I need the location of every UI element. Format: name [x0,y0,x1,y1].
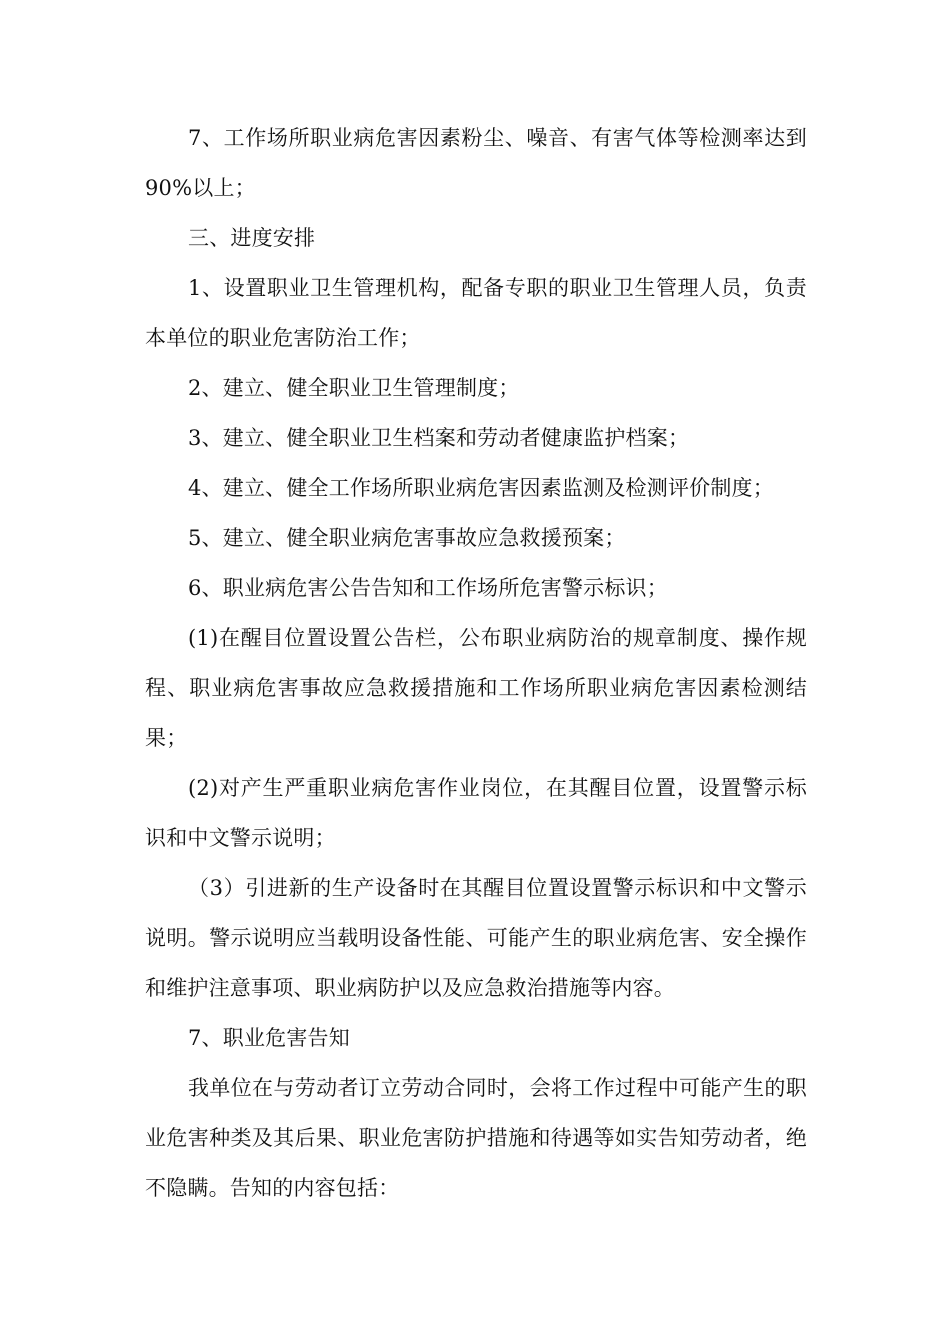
paragraph-health-archives: 3、建立、健全职业卫生档案和劳动者健康监护档案； [188,426,690,450]
paragraph-management-agency: 1、设置职业卫生管理机构，配备专职的职业卫生管理人员，负责本单位的职业危害防治工作； [145,276,807,350]
paragraph-emergency-plan: 5、建立、健全职业病危害事故应急救援预案； [188,526,626,550]
paragraph-bulletin-board: (1)在醒目位置设置公告栏，公布职业病防治的规章制度、操作规程、职业病危害事故应急救援措施和工作场所职业病危害因素检测结果； [145,626,807,750]
paragraph-detection-rate: 7、工作场所职业病危害因素粉尘、噪音、有害气体等检测率达到90%以上； [145,126,807,200]
paragraph-warning-signs: 6、职业病危害公告告知和工作场所危害警示标识； [188,576,668,600]
section-heading-schedule: 三、进度安排 [188,226,316,250]
paragraph-hazard-notification-heading: 7、职业危害告知 [188,1026,350,1050]
paragraph-new-equipment: （3）引进新的生产设备时在其醒目位置设置警示标识和中文警示说明。警示说明应当载明设备性能、可能产生的职业病危害、安全操作和维护注意事项、职业病防护以及应急救治措施等内容。 [145,876,807,1000]
paragraph-labor-contract: 我单位在与劳动者订立劳动合同时，会将工作过程中可能产生的职业危害种类及其后果、职业危害防护措施和待遇等如实告知劳动者，绝不隐瞒。告知的内容包括： [145,1076,807,1200]
paragraph-monitoring-system: 4、建立、健全工作场所职业病危害因素监测及检测评价制度； [188,476,774,500]
paragraph-hazard-posts: (2)对产生严重职业病危害作业岗位，在其醒目位置，设置警示标识和中文警示说明； [145,776,807,850]
paragraph-management-system: 2、建立、健全职业卫生管理制度； [188,376,520,400]
document-body [145,113,807,1213]
